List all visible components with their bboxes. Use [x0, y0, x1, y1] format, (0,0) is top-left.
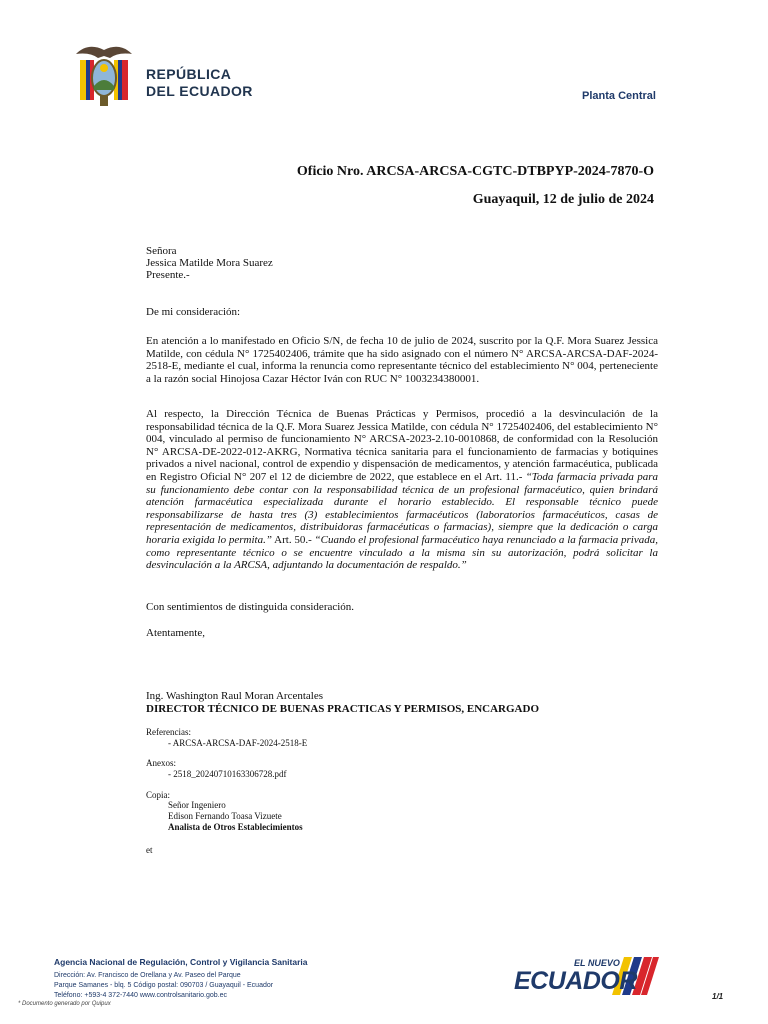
- para2-art50-label: Art. 50.-: [271, 533, 315, 546]
- footer-generated-note: * Documento generado por Quipux: [18, 1001, 111, 1007]
- footer-phone-web: Teléfono: +593-4 372-7440 www.controlsanitario.gob.ec: [54, 992, 227, 999]
- author-initials: et: [146, 845, 153, 855]
- footer-agency-name: Agencia Nacional de Regulación, Control y Vigilancia Sanitaria: [54, 957, 308, 967]
- signer-title: DIRECTOR TÉCNICO DE BUENAS PRACTICAS Y PERMISOS, ENCARGADO: [146, 703, 540, 715]
- page-number: 1/1: [712, 992, 724, 1001]
- republic-title-line2: DEL ECUADOR: [146, 83, 253, 99]
- footer-address: Dirección: Av. Francisco de Orellana y Av. Paseo del Parque: [54, 972, 241, 979]
- closing-line: Con sentimientos de distinguida consideración.: [146, 601, 355, 613]
- body-paragraph-2: [146, 408, 658, 572]
- salutation-title: Señora: [146, 245, 177, 257]
- republic-title-line1: REPÚBLICA: [146, 66, 232, 82]
- body-paragraph-1: [146, 335, 658, 385]
- para2-quote-art11: “Toda farmacia privada para su funcionamiento debe contar con la responsabilidad técnica de un profesional farmacéutico, quien brindará atención farmacéutica especializada durante el horario establecido. El responsable técnico puede responsabilizarse de hasta tres (3) establecimientos farmacéuticos (laboratorios farmacéuticos, casas de representación de medicamentos, distribuidoras farmacéuticas o farmacias), siempre que la dedicación o carga horaria exigida lo permita.”: [146, 470, 658, 546]
- copia-line-1: Señor Ingeniero: [168, 800, 226, 810]
- copia-line-2: Edison Fernando Toasa Vizuete: [168, 811, 282, 821]
- signer-name: Ing. Washington Raul Moran Arcentales: [146, 690, 324, 702]
- referencia-item: - ARCSA-ARCSA-DAF-2024-2518-E: [168, 738, 308, 748]
- footer-postal: Parque Samanes - blq. 5 Código postal: 090703 / Guayaquil - Ecuador: [54, 982, 274, 989]
- logo-ecuador: ECUADOR: [514, 967, 637, 995]
- para2-quote-art50: “Cuando el profesional farmacéutico haya renunciado a la farmacia privada, como representante técnico o se encuentre vinculado a la misma sin su autorización, podrá solicitar la desvinculación a la ARCSA, adjuntando la documentación de respaldo.”: [146, 533, 658, 572]
- copia-label: Copia:: [146, 790, 170, 800]
- planta-central-label: Planta Central: [582, 90, 656, 102]
- oficio-number: Oficio Nro. ARCSA-ARCSA-CGTC-DTBPYP-2024-7870-O: [296, 164, 654, 179]
- ecuador-coat-of-arms-icon: [72, 40, 136, 112]
- logo-el-nuevo: EL NUEVO: [574, 958, 620, 968]
- document-date: Guayaquil, 12 de julio de 2024: [472, 192, 654, 207]
- referencias-label: Referencias:: [146, 727, 191, 737]
- recipient-name: Jessica Matilde Mora Suarez: [146, 257, 273, 269]
- anexos-label: Anexos:: [146, 758, 176, 768]
- copia-line-3: Analista de Otros Establecimientos: [168, 822, 303, 832]
- anexo-item[interactable]: - 2518_20240710163306728.pdf: [168, 769, 287, 779]
- greeting: De mi consideración:: [146, 306, 241, 318]
- atentamente: Atentamente,: [146, 627, 205, 639]
- body-paragraph-1-text: En atención a lo manifestado en Oficio S/N, de fecha 10 de julio de 2024, suscrito por la Q.F. Mora Suarez Jessica Matilde, con cédula N° 1725402406, trámite que ha sido asignado con el número N° ARCSA-ARCSA-DAF-2024-2518-E, mediante el cual, informa la renuncia como representante técnico del establecimiento N° 004, perteneciente a la razón social Hinojosa Cazar Héctor Iván con RUC N° 1003234380001.: [146, 335, 658, 385]
- para2-intro: Al respecto, la Dirección Técnica de Buenas Prácticas y Permisos, procedió a la desvinculación de la responsabilidad técnica de la Q.F. Mora Suarez Jessica Matilde, con cédula N° 1725402406, del establecimiento N° 004, vinculado al permiso de funcionamiento N° ARCSA-2023-2.10-0010868, de conformidad con la Resolución N° ARCSA-DE-2022-012-AKRG, Normativa técnica sanitaria para el funcionamiento de farmacias y botiquines privados a nivel nacional, control de expendio y dispensación de medicamentos, y atención farmacéutica, publicada en Registro Oficial N° 207 el 12 de diciembre de 2022, que establece en el Art. 11.-: [146, 408, 658, 483]
- presente: Presente.-: [146, 269, 190, 281]
